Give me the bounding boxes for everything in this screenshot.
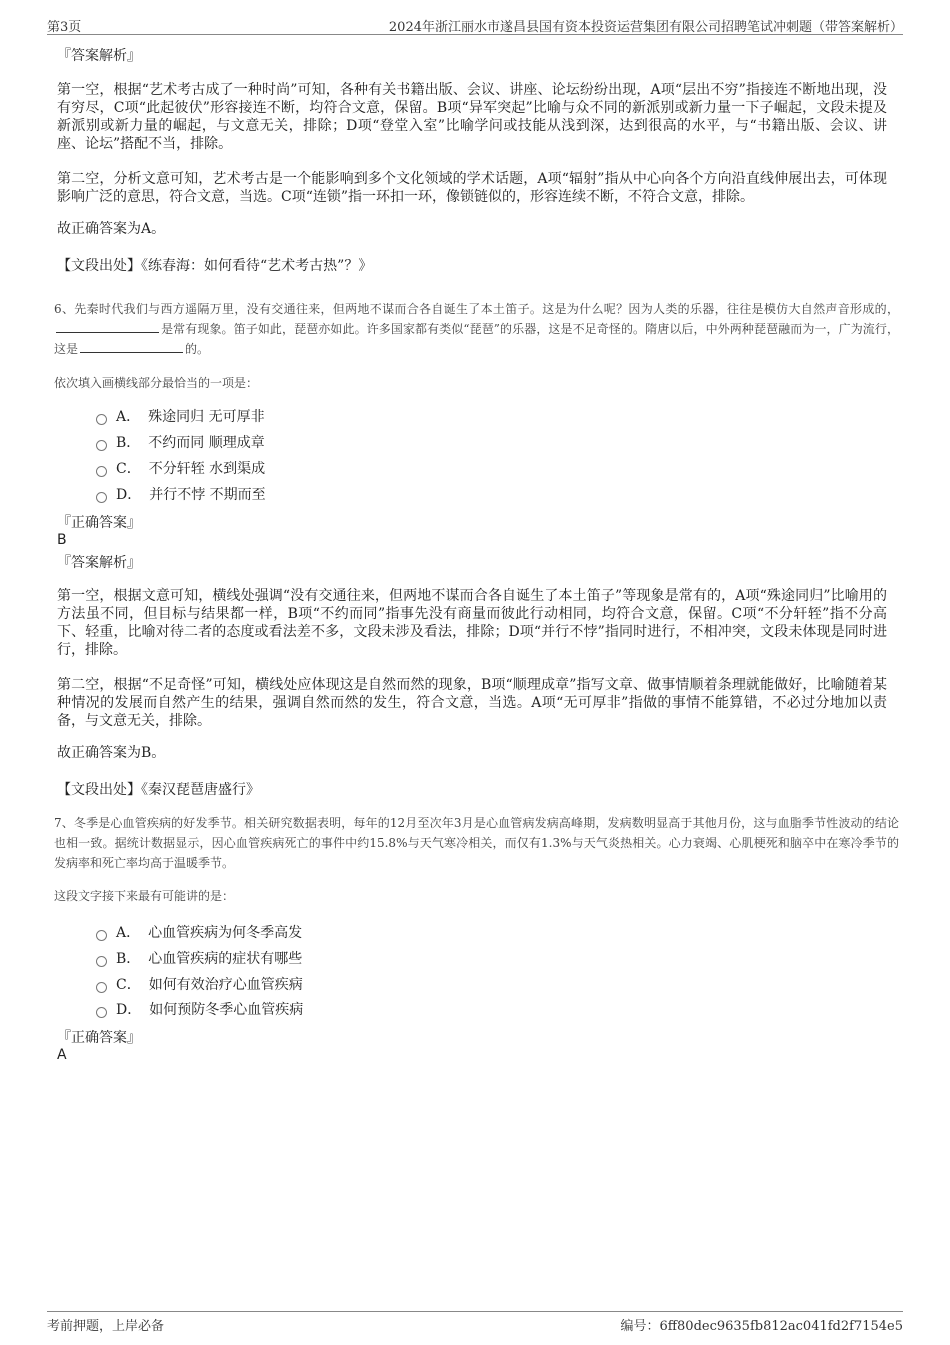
footer-slogan: 考前押题，上岸必备 bbox=[47, 1319, 165, 1334]
option-letter: D． bbox=[116, 1002, 142, 1018]
page-footer bbox=[47, 1311, 903, 1334]
q6-option-d[interactable] bbox=[96, 485, 266, 505]
q6-option-b[interactable] bbox=[96, 433, 265, 453]
q6-answer: B bbox=[57, 532, 67, 548]
page-number: 第3页 bbox=[47, 20, 82, 35]
radio-icon[interactable] bbox=[96, 930, 107, 941]
radio-icon[interactable] bbox=[96, 466, 107, 477]
option-text: 心血管疾病为何冬季高发 bbox=[148, 925, 303, 941]
option-letter: B． bbox=[116, 951, 141, 967]
radio-icon[interactable] bbox=[96, 492, 107, 503]
q7-answer-label: 『正确答案』 bbox=[57, 1030, 141, 1046]
q6-option-c[interactable] bbox=[96, 459, 265, 479]
option-text: 殊途同归 无可厚非 bbox=[148, 409, 265, 425]
option-letter: C． bbox=[116, 461, 141, 477]
radio-icon[interactable] bbox=[96, 414, 107, 425]
option-text: 心血管疾病的症状有哪些 bbox=[148, 951, 303, 967]
q5-conclusion: 故正确答案为A。 bbox=[57, 221, 166, 237]
document-title: 2024年浙江丽水市遂昌县国有资本投资运营集团有限公司招聘笔试冲刺题（带答案解析） bbox=[388, 20, 903, 35]
radio-icon[interactable] bbox=[96, 956, 107, 967]
q6-source: 【文段出处】《秦汉琵琶唐盛行》 bbox=[57, 782, 260, 798]
q6-answer-label: 『正确答案』 bbox=[57, 515, 141, 531]
radio-icon[interactable] bbox=[96, 440, 107, 451]
option-text: 如何有效治疗心血管疾病 bbox=[148, 977, 303, 993]
q6-blank-2 bbox=[80, 340, 183, 353]
q6-instruction: 依次填入画横线部分最恰当的一项是： bbox=[54, 376, 259, 390]
q5-analysis-label: 『答案解析』 bbox=[57, 48, 141, 64]
option-letter: A． bbox=[116, 925, 141, 941]
q5-source: 【文段出处】《练春海：如何看待“艺术考古热”？》 bbox=[57, 258, 373, 274]
option-text: 如何预防冬季心血管疾病 bbox=[149, 1002, 304, 1018]
q5-analysis-para2: 第二空，分析文意可知，艺术考古是一个能影响到多个文化领域的学术话题，A项“辐射”指从中心向各个方向沿直线伸展出去，可体现影响广泛的意思，符合文意，当选。C项“连锁”指一环扣一环，像锁链似的，形容连续不断，不符合文意，排除。 bbox=[57, 171, 887, 205]
q7-option-a[interactable] bbox=[96, 923, 302, 943]
option-text: 不分轩轾 水到渠成 bbox=[148, 461, 266, 477]
option-letter: A． bbox=[116, 409, 141, 425]
q7-option-d[interactable] bbox=[96, 1000, 303, 1020]
q6-blank-1 bbox=[56, 320, 159, 333]
option-letter: C． bbox=[116, 977, 141, 993]
q6-option-a[interactable] bbox=[96, 407, 265, 427]
q6-analysis-para2: 第二空，根据“不足奇怪”可知，横线处应体现这是自然而然的现象，B项“顺理成章”指写文章、做事情顺着条理就能做好，比喻随着某种情况的发展而自然产生的结果，强调自然而然的发生，符合文意，当选。A项“无可厚非”指做的事情不能算错，不必过分地加以责备，与文意无关，排除。 bbox=[57, 677, 887, 729]
option-text: 不约而同 顺理成章 bbox=[148, 435, 265, 451]
q6-stem-part3: 的。 bbox=[185, 342, 210, 356]
q6-stem-part2: 是常有现象。笛子如此，琵琶亦如此。许多国家都有类似“琵琶”的乐器，这是不足奇怪的。隋唐以后，中外两种琵琶融而为一，广为流行，这是 bbox=[54, 322, 899, 356]
q6-analysis-para1: 第一空，根据文意可知，横线处强调“没有交通往来，但两地不谋而合各自诞生了本土笛子”等现象是常有的，A项“殊途同归”比喻用的方法虽不同，但目标与结果都一样，B项“不约而同”指事先没有商量而彼此行动相同，均符合文意，保留。C项“不分轩轾”指不分高下、轻重，比喻对待二者的态度或看法差不多，文段未涉及看法，排除；D项“并行不悖”指同时进行，不相冲突，文段未体现是同时进行，排除。 bbox=[57, 588, 887, 658]
q5-analysis-para1: 第一空，根据“艺术考古成了一种时尚”可知，各种有关书籍出版、会议、讲座、论坛纷纷出现，A项“层出不穷”指接连不断地出现，没有穷尽，C项“此起彼伏”形容接连不断，均符合文意，保留。B项“异军突起”比喻与众不同的新派别或新力量一下子崛起，文段未提及新派别或新力量的崛起，与文意无关，排除；D项“登堂入室”比喻学问或技能从浅到深，达到很高的水平，与“书籍出版、会议、讲座、论坛”搭配不当，排除。 bbox=[57, 82, 887, 152]
q6-stem bbox=[54, 299, 899, 359]
document-code: 编号：6ff80dec9635fb812ac041fd2f7154e5 bbox=[620, 1319, 903, 1334]
q7-option-c[interactable] bbox=[96, 975, 303, 995]
option-text: 并行不悖 不期而至 bbox=[149, 487, 266, 503]
q6-analysis-label: 『答案解析』 bbox=[57, 555, 141, 571]
q7-answer: A bbox=[57, 1047, 67, 1063]
page-header bbox=[47, 14, 903, 35]
radio-icon[interactable] bbox=[96, 982, 107, 993]
option-letter: B． bbox=[116, 435, 141, 451]
q6-stem-part1: 6、先秦时代我们与西方遥隔万里，没有交通往来，但两地不谋而合各自诞生了本土笛子。这是为什么呢？因为人类的乐器，往往是模仿大自然声音形成的， bbox=[54, 302, 899, 316]
radio-icon[interactable] bbox=[96, 1007, 107, 1018]
q7-instruction: 这段文字接下来最有可能讲的是： bbox=[54, 889, 235, 903]
q7-option-b[interactable] bbox=[96, 949, 302, 969]
q7-stem: 7、冬季是心血管疾病的好发季节。相关研究数据表明，每年的12月至次年3月是心血管病发病高峰期，发病数明显高于其他月份，这与血脂季节性波动的结论也相一致。据统计数据显示，因心血管疾病死亡的事件中约15.8%与天气寒冷相关，而仅有1.3%与天气炎热相关。心力衰竭、心肌梗死和脑卒中在寒冷季节的发病率和死亡率均高于温暖季节。 bbox=[54, 816, 899, 870]
q6-conclusion: 故正确答案为B。 bbox=[57, 745, 166, 761]
option-letter: D． bbox=[116, 487, 142, 503]
